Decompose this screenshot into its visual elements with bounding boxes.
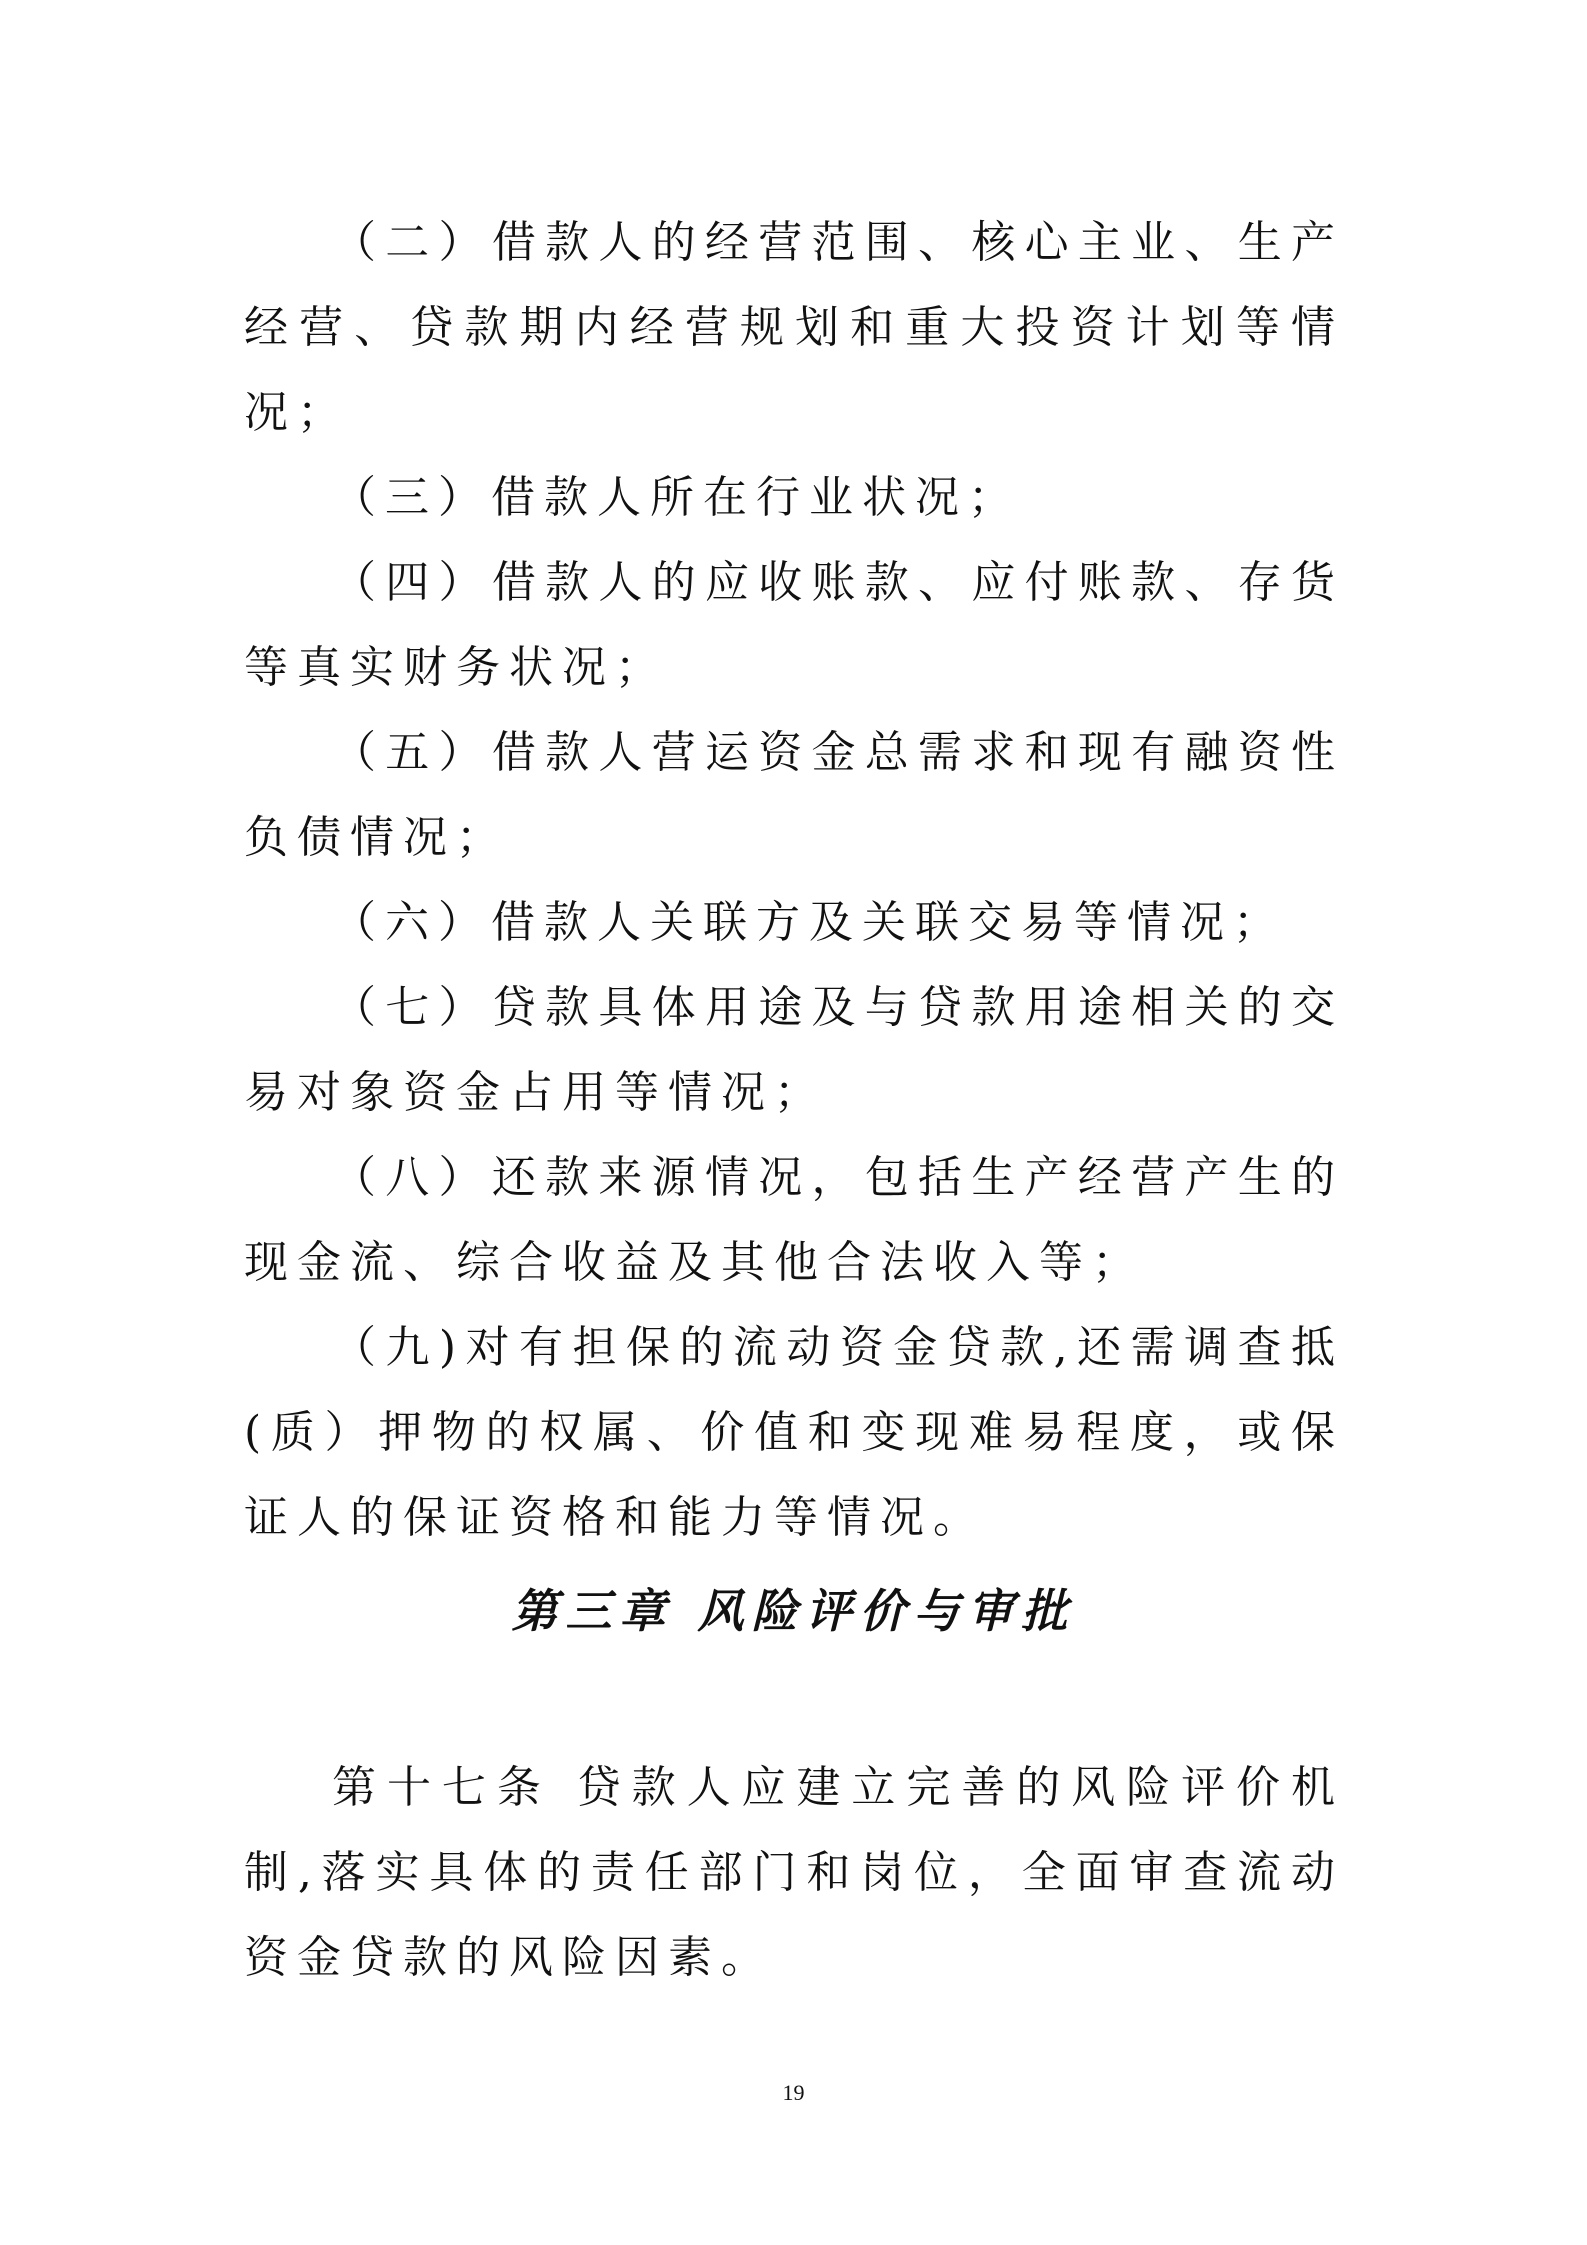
paragraph-item-6: （六）借款人关联方及关联交易等情况； xyxy=(332,897,1286,948)
paragraph-item-2: （二）借款人的经营范围、核心主业、生产经营、贷款期内经营规划和重大投资计划等情况； xyxy=(244,217,1344,438)
paragraph-item-3: （三）借款人所在行业状况； xyxy=(332,472,1021,523)
body-text-upper xyxy=(244,200,1344,1560)
body-text-lower xyxy=(244,1745,1344,2000)
page-number: 19 xyxy=(782,2080,805,2105)
paragraph-item-5: （五）借款人营运资金总需求和现有融资性负债情况； xyxy=(244,727,1344,863)
paragraph-item-7: （七）贷款具体用途及与贷款用途相关的交易对象资金占用等情况； xyxy=(244,982,1344,1118)
chapter-heading: 第三章 风险评价与审批 xyxy=(511,1584,1076,1638)
paragraph-item-8: （八）还款来源情况，包括生产经营产生的现金流、综合收益及其他合法收入等； xyxy=(244,1152,1344,1288)
article-17-paragraph: 第十七条 贷款人应建立完善的风险评价机制,落实具体的责任部门和岗位，全面审查流动资金贷款的风险因素。 xyxy=(244,1762,1344,1983)
paragraph-item-9: （九)对有担保的流动资金贷款,还需调查抵(质）押物的权属、价值和变现难易程度，或保证人的保证资格和能力等情况。 xyxy=(244,1322,1344,1543)
paragraph-item-4: （四）借款人的应收账款、应付账款、存货等真实财务状况； xyxy=(244,557,1344,693)
